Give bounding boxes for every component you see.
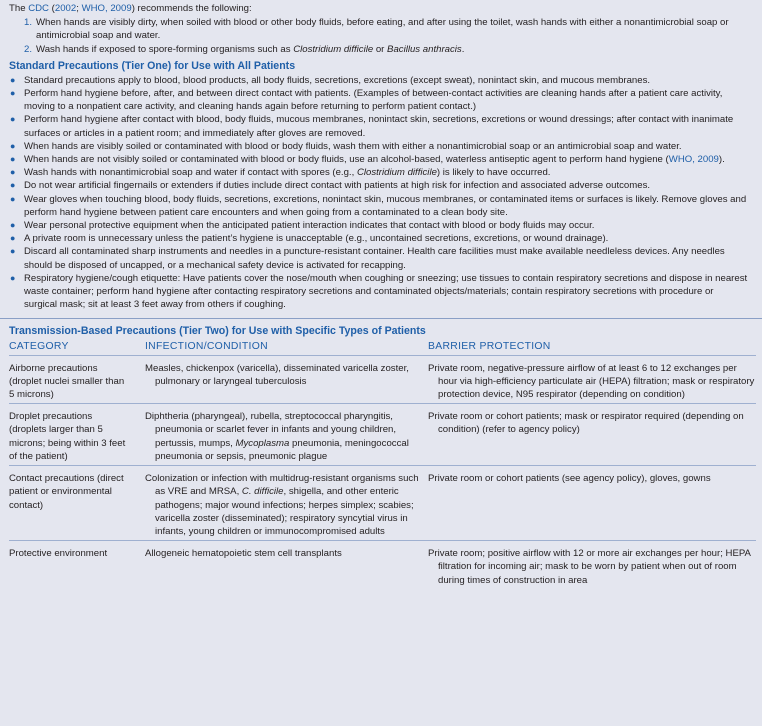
intro-paren-open: (	[49, 3, 55, 14]
condition-text: Allogeneic hematopoietic stem cell transplants	[145, 548, 342, 560]
transmission-precautions-heading: Transmission-Based Precautions (Tier Two) for Use with Specific Types of Patients	[9, 325, 426, 338]
condition-text-part: pneumonia, meningococcal pneumonia or sepsis, pneumonic plague	[155, 437, 409, 462]
table-header-row	[9, 339, 756, 355]
list-item-text: When hands are visibly soiled or contaminated with blood or body fluids, wash them with either a nonantimicrobial soap or an antimicrobial soap and water.	[24, 140, 682, 152]
list-item	[9, 179, 756, 192]
list-item-text: Perform hand hygiene after contact with blood, body fluids, mucous membranes, nonintact skin, secretions, excretions or wound dressings; after contact with inanimate surfaces or articles in a patient room; and immediately after gloves are removed.	[24, 114, 734, 139]
intro-sep: ;	[76, 3, 82, 14]
who-link[interactable]: WHO, 2009	[668, 154, 719, 166]
recommendation-item	[9, 16, 756, 42]
list-item-text: Do not wear artificial fingernails or extenders if duties include direct contact with patients at high risk for infection and associated adverse outcomes.	[24, 180, 651, 192]
bullet-icon: ●	[10, 220, 16, 231]
condition-text	[145, 472, 420, 538]
intro-paren-close: ) recommends the following:	[131, 3, 252, 14]
list-item	[9, 232, 756, 245]
list-item-text: ).	[718, 154, 725, 166]
condition-text	[145, 410, 420, 463]
condition-text-part: Diphtheria (pharyngeal), rubella, streptococcal pharyngitis, pneumonia or scarlet fever in infants and young children, pertussis, mumps,	[145, 411, 397, 449]
bullet-icon: ●	[10, 114, 16, 125]
organism-name: Mycoplasma	[235, 437, 290, 449]
list-item-text: When hands are not visibly soiled or contaminated with blood or body fluids, use an alcohol-based, waterless antiseptic agent to perform hand hygiene (	[24, 154, 669, 166]
organism-name: Clostridium difficile	[293, 43, 374, 55]
recommendation-list	[9, 16, 756, 56]
organism-name: C. difficile	[241, 486, 284, 498]
category-cell: Contact precautions (direct patient or environmental contact)	[9, 466, 141, 541]
recommendation-text: When hands are visibly dirty, when soiled with blood or other body fluids, before eating, and after using the toilet, wash hands with either a nonantimicrobial soap or antimicrobial soap and water.	[36, 17, 729, 42]
list-item	[9, 74, 756, 87]
transmission-table	[9, 339, 756, 588]
cdc-link[interactable]: CDC	[28, 3, 49, 14]
category-cell: Airborne precautions (droplet nuclei smaller than 5 microns)	[9, 355, 141, 404]
who-link[interactable]: WHO, 2009	[81, 3, 132, 14]
list-item	[9, 166, 756, 179]
bullet-icon: ●	[10, 167, 16, 178]
bullet-icon: ●	[10, 193, 16, 204]
list-item	[9, 245, 756, 271]
condition-cell	[141, 466, 428, 541]
section-divider	[0, 318, 762, 319]
category-cell: Droplet precautions (droplets larger than 5 microns; being within 3 feet of the patient)	[9, 404, 141, 466]
condition-cell	[141, 355, 428, 404]
barrier-cell	[428, 355, 756, 404]
intro-line	[9, 2, 756, 15]
condition-cell	[141, 541, 428, 589]
bullet-icon: ●	[10, 74, 16, 85]
condition-text-part: Colonization or infection with multidrug-resistant organisms such as VRE and MRSA,	[145, 473, 419, 498]
table-row	[9, 466, 756, 541]
column-header-condition: INFECTION/CONDITION	[145, 341, 268, 353]
bullet-icon: ●	[10, 88, 16, 99]
barrier-text: Private room, negative-pressure airflow of at least 6 to 12 exchanges per hour via high-efficiency particulate air (HEPA) filtration; mask or respiratory protection device, N95 respirator (depending on condition)	[428, 362, 755, 401]
condition-text-part: , shigella, and other enteric pathogens; major wound infections; herpes simplex; scabies; varicella zoster (disseminated); respiratory syncytial virus in infants, young children or immunocompromised adults	[155, 486, 414, 537]
bullet-icon: ●	[10, 233, 16, 244]
recommendation-number: 2.	[24, 43, 33, 55]
organism-name: Clostridium difficile	[356, 167, 437, 179]
barrier-cell	[428, 541, 756, 589]
recommendation-text: .	[461, 43, 465, 55]
bullet-icon: ●	[10, 246, 16, 257]
standard-precautions-list	[9, 74, 756, 312]
barrier-text: Private room; positive airflow with 12 or more air exchanges per hour; HEPA filtration for incoming air; mask to be worn by patient when out of room during times of construction in area	[428, 548, 751, 586]
list-item	[9, 193, 756, 219]
table-row	[9, 355, 756, 404]
table-row	[9, 404, 756, 466]
barrier-text: Private room or cohort patients (see agency policy), gloves, gowns	[428, 473, 711, 485]
standard-precautions-heading: Standard Precautions (Tier One) for Use with All Patients	[9, 59, 296, 72]
column-header-barrier: BARRIER PROTECTION	[428, 341, 551, 353]
list-item-text: Standard precautions apply to blood, blood products, all body fluids, secretions, excretions (except sweat), nonintact skin, and mucous membranes.	[24, 74, 651, 86]
list-item-text: Wash hands with nonantimicrobial soap and water if contact with spores (e.g.,	[24, 167, 357, 179]
list-item	[9, 153, 756, 166]
list-item-text: Respiratory hygiene/cough etiquette: Have patients cover the nose/mouth when coughing or sneezing; use tissues to contain respiratory secretions and dispose in nearest waste container; perform hand hygiene after contacting respiratory secretions and contaminated objects/materials; contain respiratory secretions with procedure or surgical mask; sit at least 3 feet away from others if coughing.	[24, 272, 748, 311]
list-item-text: Perform hand hygiene before, after, and between direct contact with patients. (Examples of between-contact activities are cleaning hands after a patient care activity, moving to a nonpatient care activity, and cleaning hands again before returning to perform patient contact.)	[24, 88, 723, 113]
intro-pre: The	[9, 3, 29, 14]
list-item-text: ) is likely to have occurred.	[436, 167, 551, 179]
list-item	[9, 87, 756, 113]
barrier-cell	[428, 404, 756, 466]
recommendation-item	[9, 43, 756, 56]
recommendation-number: 1.	[24, 17, 33, 29]
barrier-text: Private room or cohort patients; mask or respirator required (depending on condition) (refer to agency policy)	[428, 411, 744, 436]
condition-cell	[141, 404, 428, 466]
recommendation-text: or	[373, 43, 388, 55]
bullet-icon: ●	[10, 180, 16, 191]
bullet-icon: ●	[10, 154, 16, 165]
barrier-cell	[428, 466, 756, 541]
list-item	[9, 272, 756, 312]
organism-name: Bacillus anthracis	[387, 43, 462, 55]
list-item-text: Wear personal protective equipment when the anticipated patient interaction indicates that contact with blood or body fluids may occur.	[24, 220, 595, 232]
recommendation-text: Wash hands if exposed to spore-forming organisms such as	[36, 43, 294, 55]
list-item-text: Discard all contaminated sharp instruments and needles in a puncture-resistant container. Health care facilities must make available needleless devices. Any needles should be disposed of uncapped, or a mechanical safety device is activated for recapping.	[24, 246, 725, 271]
cdc-year-link[interactable]: 2002	[54, 3, 77, 14]
list-item	[9, 140, 756, 153]
category-cell: Protective environment	[9, 541, 141, 589]
bullet-icon: ●	[10, 140, 16, 151]
bullet-icon: ●	[10, 272, 16, 283]
list-item	[9, 219, 756, 232]
table-row	[9, 541, 756, 589]
list-item	[9, 113, 756, 139]
list-item-text: Wear gloves when touching blood, body fluids, secretions, excretions, nonintact skin, mucous membranes, or contaminated items or surfaces is likely. Remove gloves and perform hand hygiene between patient care encounters and when going from a contaminated to a clean body site.	[24, 193, 747, 218]
list-item-text: A private room is unnecessary unless the patient’s hygiene is unacceptable (e.g., uncontained secretions, excretions, or wound drainage).	[24, 233, 609, 245]
column-header-category: CATEGORY	[9, 341, 69, 353]
condition-text: Measles, chickenpox (varicella), disseminated varicella zoster, pulmonary or laryngeal tuberculosis	[145, 362, 409, 387]
